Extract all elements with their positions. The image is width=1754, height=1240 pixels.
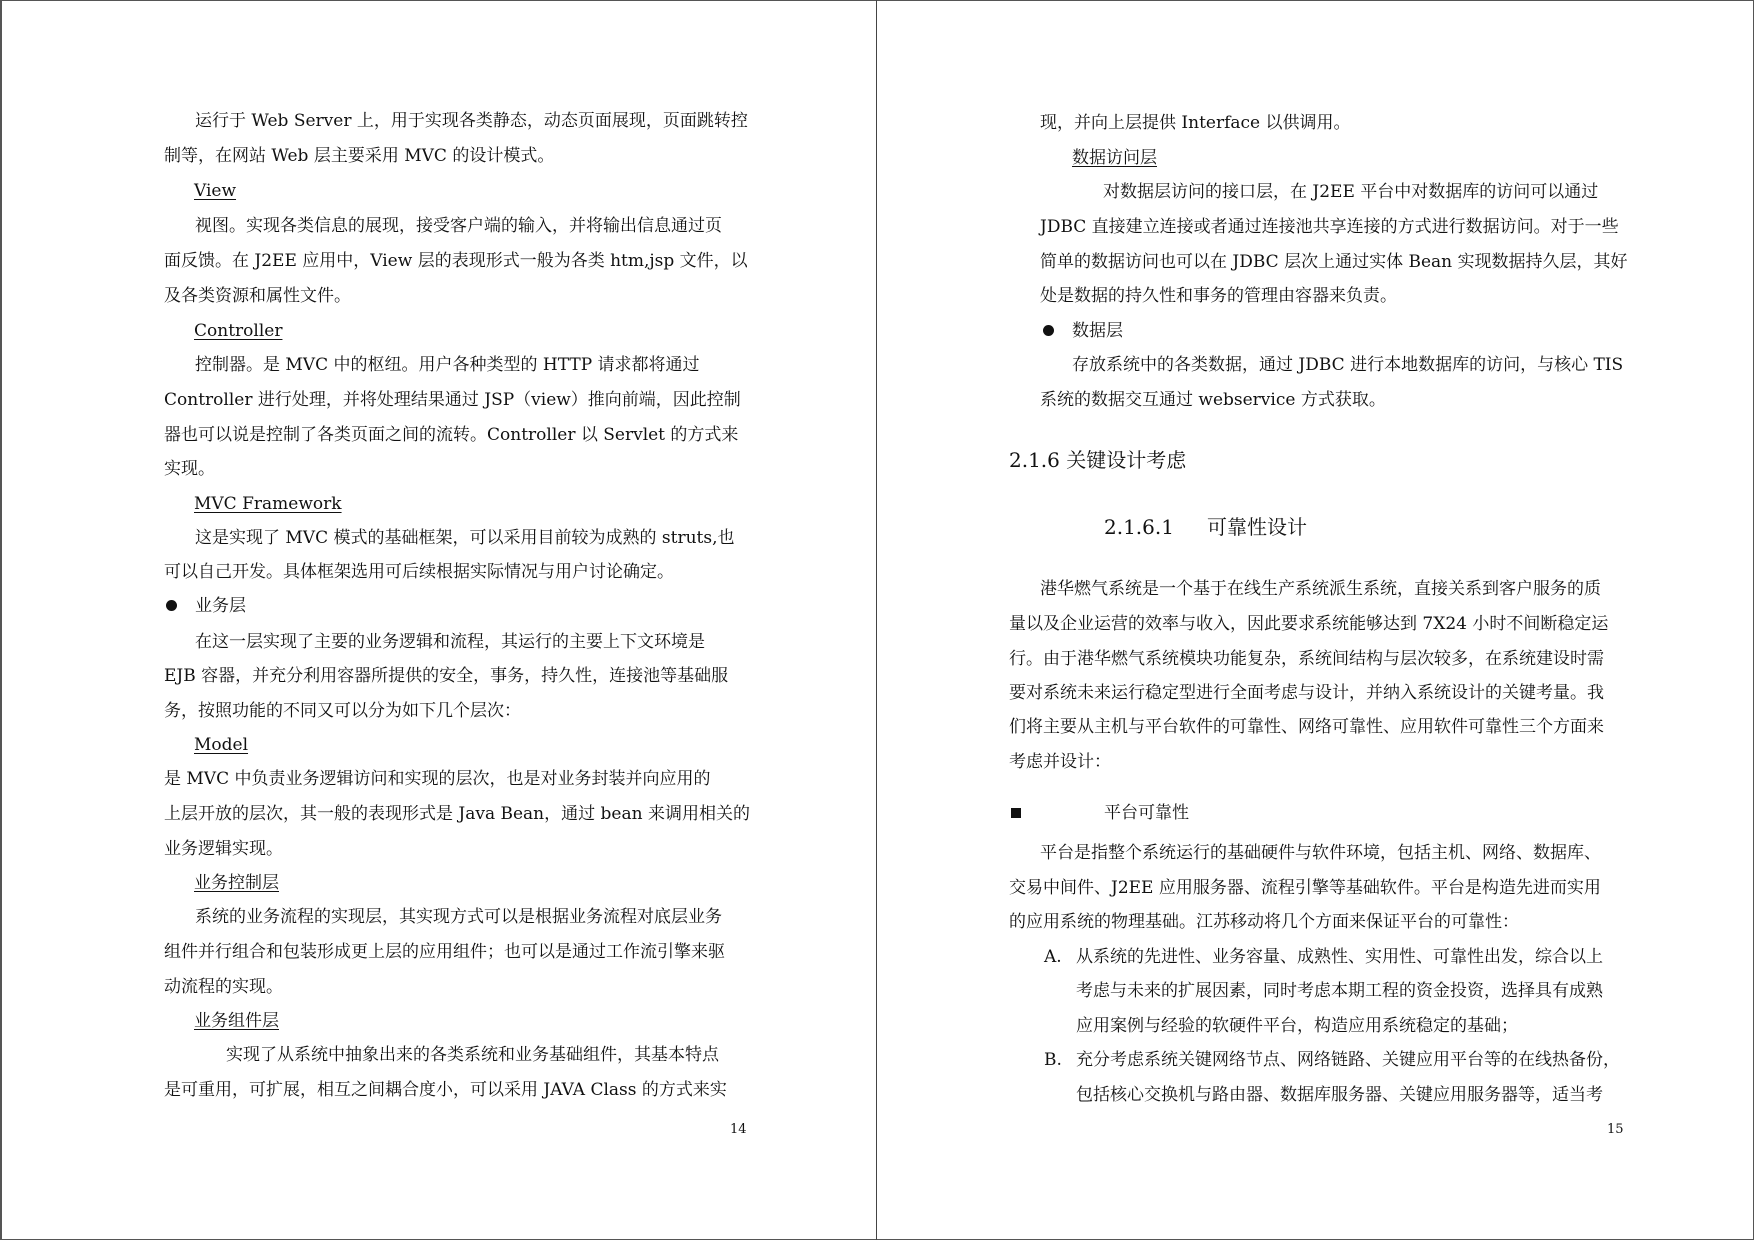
text-line: 处是数据的持久性和事务的管理由容器来负责。 bbox=[1040, 286, 1397, 306]
text-line: 量以及企业运营的效率与收入，因此要求系统能够达到 7X24 小时不间断稳定运 bbox=[1009, 614, 1609, 634]
subheading-model: Model bbox=[194, 735, 249, 755]
bullet-square-icon bbox=[1011, 808, 1021, 818]
text-line: 行。由于港华燃气系统模块功能复杂，系统间结构与层次较多，在系统建设时需 bbox=[1009, 649, 1604, 669]
text-line: 务，按照功能的不同又可以分为如下几个层次： bbox=[164, 701, 521, 721]
bullet-dot-icon bbox=[166, 600, 177, 611]
subheading-controller: Controller bbox=[194, 321, 283, 341]
text-line: Controller 进行处理，并将处理结果通过 JSP（view）推向前端，因此控制 bbox=[164, 390, 741, 410]
text-line: 制等，在网站 Web 层主要采用 MVC 的设计模式。 bbox=[164, 146, 555, 166]
text-line: JDBC 直接建立连接或者通过连接池共享连接的方式进行数据访问。对于一些 bbox=[1040, 217, 1619, 237]
section-title-reliability-design: 可靠性设计 bbox=[1207, 515, 1307, 539]
text-line: 器也可以说是控制了各类页面之间的流转。Controller 以 Servlet 的方式来 bbox=[164, 425, 739, 445]
text-line: 的应用系统的物理基础。江苏移动将几个方面来保证平台的可靠性： bbox=[1009, 912, 1519, 932]
text-line: 港华燃气系统是一个基于在线生产系统派生系统，直接关系到客户服务的质 bbox=[1040, 579, 1601, 599]
text-line: 要对系统未来运行稳定型进行全面考虑与设计，并纳入系统设计的关键考量。我 bbox=[1009, 683, 1604, 703]
subheading-business-control: 业务控制层 bbox=[194, 873, 279, 893]
text-line: 考虑并设计： bbox=[1009, 752, 1111, 772]
text-line: 从系统的先进性、业务容量、成熟性、实用性、可靠性出发，综合以上 bbox=[1076, 947, 1603, 967]
section-heading-2-1-6: 2.1.6 关键设计考虑 bbox=[1009, 448, 1187, 472]
text-line: 视图。实现各类信息的展现，接受客户端的输入，并将输出信息通过页 bbox=[195, 216, 722, 236]
bullet-dot-icon bbox=[1043, 325, 1054, 336]
text-line: 考虑与未来的扩展因素，同时考虑本期工程的资金投资，选择具有成熟 bbox=[1076, 981, 1603, 1001]
text-line: 系统的数据交互通过 webservice 方式获取。 bbox=[1040, 390, 1386, 410]
text-line: 们将主要从主机与平台软件的可靠性、网络可靠性、应用软件可靠性三个方面来 bbox=[1009, 717, 1604, 737]
text-line: 面反馈。在 J2EE 应用中，View 层的表现形式一般为各类 htm,jsp 文件，以 bbox=[164, 251, 748, 271]
text-line: 应用案例与经验的软硬件平台，构造应用系统稳定的基础； bbox=[1076, 1016, 1518, 1036]
text-line: 可以自己开发。具体框架选用可后续根据实际情况与用户讨论确定。 bbox=[164, 562, 674, 582]
text-line: 对数据层访问的接口层，在 J2EE 平台中对数据库的访问可以通过 bbox=[1103, 182, 1599, 202]
text-line: 现，并向上层提供 Interface 以供调用。 bbox=[1040, 113, 1351, 133]
text-line: 平台是指整个系统运行的基础硬件与软件环境，包括主机、网络、数据库、 bbox=[1040, 843, 1601, 863]
text-line: 实现了从系统中抽象出来的各类系统和业务基础组件，其基本特点 bbox=[226, 1045, 719, 1065]
right-page bbox=[877, 0, 1754, 1240]
text-line: 这是实现了 MVC 模式的基础框架，可以采用目前较为成熟的 struts,也 bbox=[195, 528, 735, 548]
text-line: 是 MVC 中负责业务逻辑访问和实现的层次，也是对业务封装并向应用的 bbox=[164, 769, 711, 789]
text-line: 存放系统中的各类数据，通过 JDBC 进行本地数据库的访问，与核心 TIS bbox=[1072, 355, 1624, 375]
subheading-business-component: 业务组件层 bbox=[194, 1011, 279, 1031]
page-number: 14 bbox=[730, 1122, 747, 1137]
subheading-data-access-layer: 数据访问层 bbox=[1072, 148, 1157, 168]
section-number-2-1-6-1: 2.1.6.1 bbox=[1104, 515, 1174, 539]
text-line: EJB 容器，并充分利用容器所提供的安全，事务，持久性，连接池等基础服 bbox=[164, 666, 729, 686]
text-line: 控制器。是 MVC 中的枢纽。用户各种类型的 HTTP 请求都将通过 bbox=[195, 355, 700, 375]
bullet-heading-business-layer: 业务层 bbox=[195, 596, 246, 616]
left-page bbox=[0, 0, 876, 1240]
text-line: 简单的数据访问也可以在 JDBC 层次上通过实体 Bean 实现数据持久层，其好 bbox=[1040, 252, 1628, 272]
text-line: 及各类资源和属性文件。 bbox=[164, 286, 351, 306]
text-line: 业务逻辑实现。 bbox=[164, 839, 283, 859]
text-line: 充分考虑系统关键网络节点、网络链路、关键应用平台等的在线热备份， bbox=[1076, 1050, 1620, 1070]
text-line: 组件并行组合和包装形成更上层的应用组件；也可以是通过工作流引擎来驱 bbox=[164, 942, 725, 962]
text-line: 是可重用，可扩展，相互之间耦合度小，可以采用 JAVA Class 的方式来实 bbox=[164, 1080, 727, 1100]
bullet-heading-data-layer: 数据层 bbox=[1072, 321, 1123, 341]
text-line: 动流程的实现。 bbox=[164, 977, 283, 997]
text-line: 交易中间件、J2EE 应用服务器、流程引擎等基础软件。平台是构造先进而实用 bbox=[1009, 878, 1601, 898]
list-marker-a: A. bbox=[1044, 947, 1062, 967]
text-line: 包括核心交换机与路由器、数据库服务器、关键应用服务器等，适当考 bbox=[1076, 1085, 1603, 1105]
subheading-mvc-framework: MVC Framework bbox=[194, 494, 342, 514]
text-line: 运行于 Web Server 上，用于实现各类静态，动态页面展现，页面跳转控 bbox=[195, 111, 748, 131]
bullet-heading-platform-reliability: 平台可靠性 bbox=[1104, 803, 1189, 823]
text-line: 在这一层实现了主要的业务逻辑和流程，其运行的主要上下文环境是 bbox=[195, 632, 705, 652]
page-number: 15 bbox=[1607, 1122, 1624, 1137]
text-line: 上层开放的层次，其一般的表现形式是 Java Bean，通过 bean 来调用相关的 bbox=[164, 804, 750, 824]
text-line: 实现。 bbox=[164, 459, 215, 479]
text-line: 系统的业务流程的实现层，其实现方式可以是根据业务流程对底层业务 bbox=[195, 907, 722, 927]
subheading-view: View bbox=[194, 181, 237, 201]
list-marker-b: B. bbox=[1044, 1050, 1062, 1070]
